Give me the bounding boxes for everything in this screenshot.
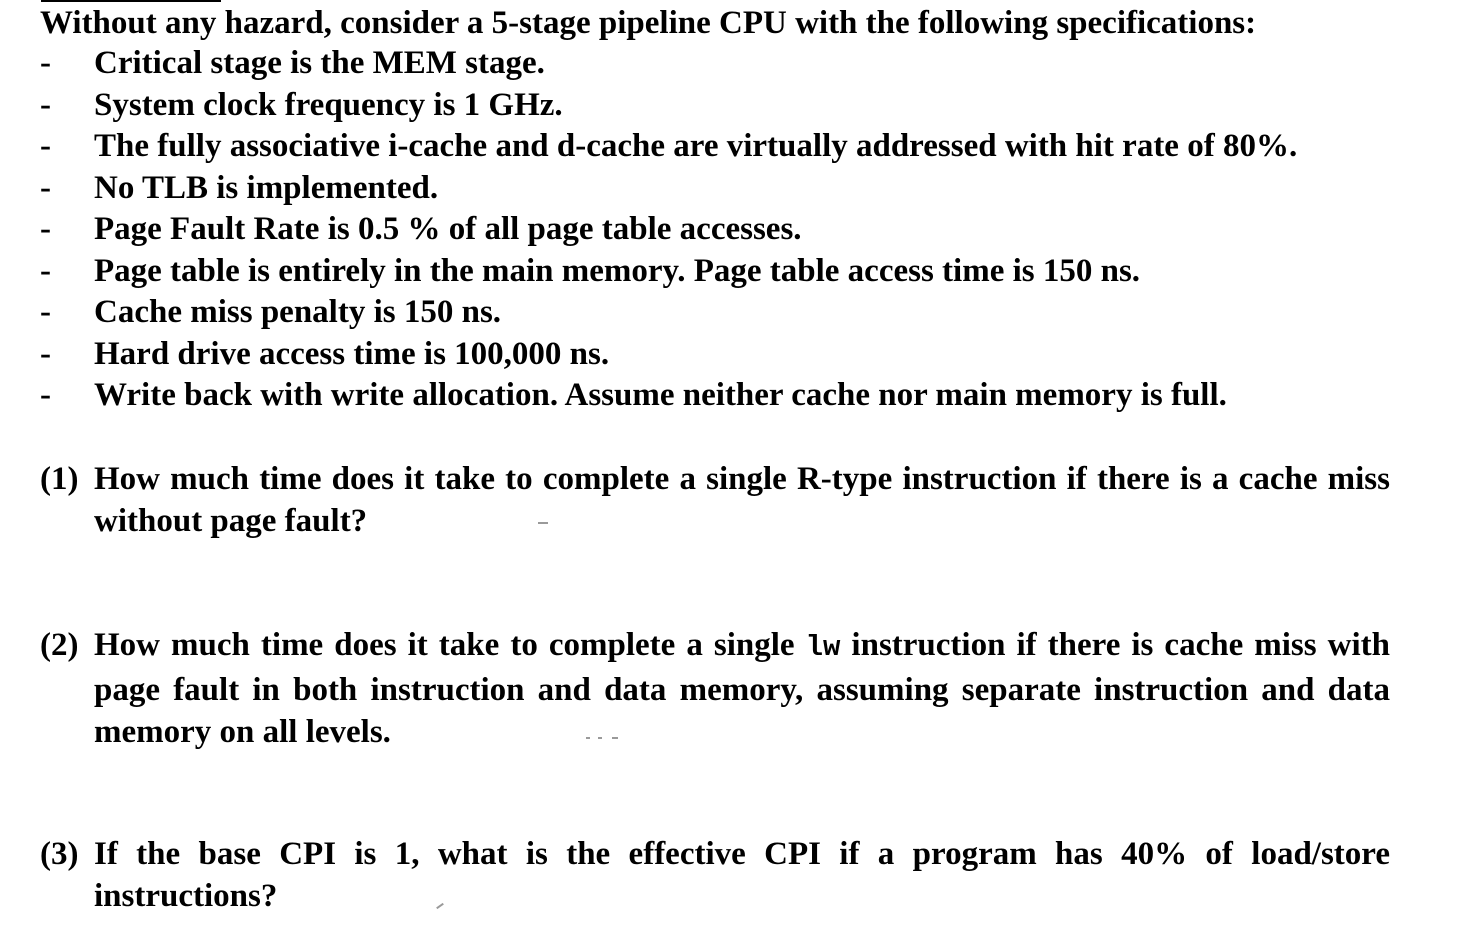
question-text: If the base CPI is 1, what is the effective CPI if a program has 40% of load/store instructions? <box>94 836 1390 914</box>
bullet-dash: - <box>40 252 51 289</box>
instruction-code: lw <box>805 631 841 664</box>
spec-text: Page table is entirely in the main memory. Page table access time is 150 ns. <box>94 252 1141 289</box>
bullet-dash: - <box>40 45 51 81</box>
bullet-dash: - <box>40 86 51 123</box>
question-number: (3) <box>40 836 79 872</box>
question-text: How much time does it take to complete a single R-type instruction if there is a cache miss without page fault? <box>94 461 1390 539</box>
question-number: (2) <box>40 627 79 663</box>
spec-text: Hard drive access time is 100,000 ns. <box>94 335 610 372</box>
bullet-dash: - <box>40 335 51 372</box>
spec-text: No TLB is implemented. <box>94 169 439 206</box>
scan-mark <box>598 737 602 739</box>
spec-text: The fully associative i-cache and d-cache are virtually addressed with hit rate of 80%. <box>94 128 1298 164</box>
spec-text: Cache miss penalty is 150 ns. <box>94 294 502 330</box>
question-text-before-code: How much time does it take to complete a single <box>94 627 806 663</box>
scan-mark <box>586 737 590 739</box>
scan-mark <box>538 522 548 524</box>
spec-text: System clock frequency is 1 GHz. <box>94 86 563 123</box>
bullet-dash: - <box>40 169 51 206</box>
bullet-dash: - <box>40 377 51 413</box>
intro-text: Without any hazard, consider a 5-stage pipeline CPU with the following specifications: <box>40 5 1257 41</box>
spec-text: Critical stage is the MEM stage. <box>94 45 545 81</box>
bullet-dash: - <box>40 294 51 330</box>
question-text-after-code: instruction if there is cache miss with page fault in both instruction and data memory, assuming separate instruction and data memory on all levels. <box>94 627 1390 750</box>
bullet-dash: - <box>40 211 51 247</box>
spec-text: Page Fault Rate is 0.5 % of all page table accesses. <box>94 211 802 247</box>
question-number: (1) <box>40 461 79 497</box>
spec-text: Write back with write allocation. Assume neither cache nor main memory is full. <box>94 377 1227 413</box>
question-text <box>94 624 1390 753</box>
bullet-dash: - <box>40 128 51 164</box>
scan-mark <box>612 737 618 739</box>
